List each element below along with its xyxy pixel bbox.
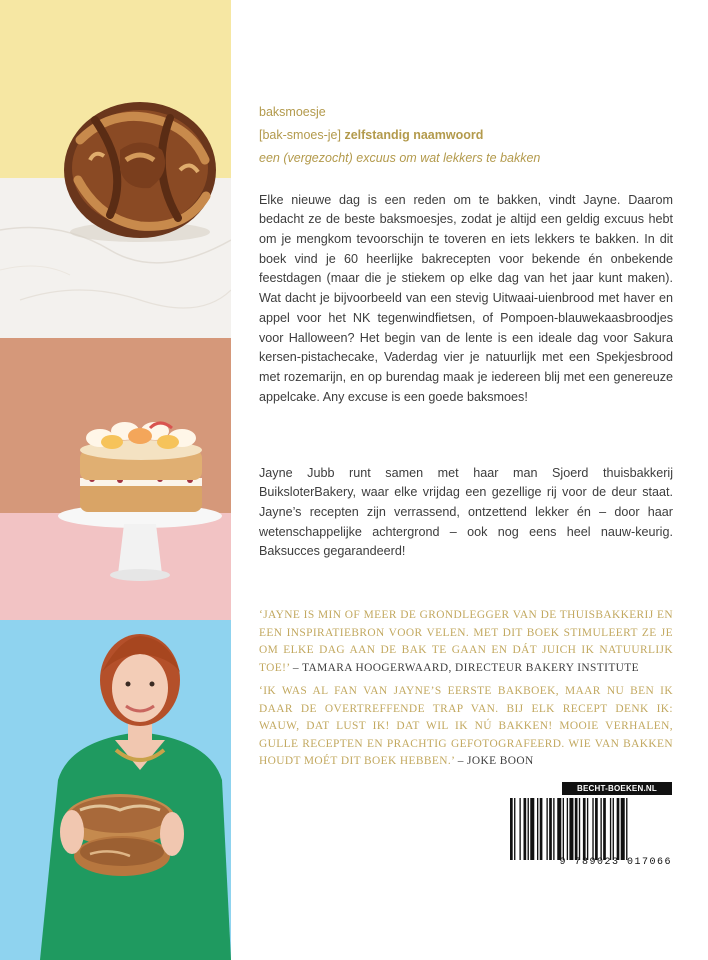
barcode-bar (595, 798, 598, 860)
barcode-image (508, 798, 672, 860)
barcode-bar (514, 798, 515, 860)
barcode-bar (603, 798, 606, 860)
barcode-bar (563, 798, 564, 860)
definition-meaning: een (vergezocht) excuus om wat lekkers te bakken (259, 151, 541, 165)
barcode-bar (587, 798, 588, 860)
barcode-bar (510, 798, 513, 860)
definition-pronunciation-line (259, 124, 689, 147)
definition-pronunciation: [bak-smoes-je] (259, 128, 341, 142)
barcode-bar (583, 798, 586, 860)
quote-attribution: – TAMARA HOOGERWAARD, DIRECTEUR BAKERY INSTITUTE (289, 661, 640, 674)
photo-column (0, 0, 231, 960)
barcode-bar (621, 798, 625, 860)
photo-layer-cake (0, 338, 231, 620)
review-quote-2 (259, 683, 673, 770)
isbn-number: 9 789023 017066 (559, 857, 672, 868)
word-definition (259, 101, 689, 170)
barcode-bar (557, 798, 561, 860)
definition-part-of-speech: zelfstandig naamwoord (344, 128, 484, 142)
back-cover-text (231, 0, 708, 960)
barcode-bar (617, 798, 620, 860)
quote-text: ‘JAYNE IS MIN OF MEER DE GRONDLEGGER VAN DE THUISBAKKERIJ EN EEN INSPIRATIEBRON VOOR VELEN. MET DIT BOEK STIMULEERT ZE JE OM ELKE DAG AAN DE BAK TE GAAN EN DÁT JUICH IK NATUURLIJK TOE!’ (259, 609, 673, 674)
barcode-bar (553, 798, 554, 860)
barcode-bar (530, 798, 534, 860)
barcode-bar (579, 798, 580, 860)
publisher-url: BECHT-BOEKEN.NL (562, 782, 672, 795)
description-paragraph-2: Jayne Jubb runt samen met haar man Sjoerd thuisbakkerij BuiksloterBakery, waar elke vrijdag een gezellige rij voor de deur staat. Jayne’s recepten zijn verrassend, ontzettend lekker én – door haar wetenschappelijke achtergrond – ook nog eens heel nauw-keurig. Baksucces gegarandeerd! (259, 465, 673, 559)
definition-word: baksmoesje (259, 105, 326, 119)
photo-author-portrait (0, 620, 231, 960)
barcode-bar (546, 798, 547, 860)
bread-loaves (60, 794, 184, 876)
barcode-bar (569, 798, 573, 860)
barcode-bar (549, 798, 552, 860)
photo-braided-bun (0, 0, 231, 338)
barcode-bar (613, 798, 614, 860)
quote-attribution: – JOKE BOON (454, 755, 534, 768)
barcode-bar (592, 798, 593, 860)
layer-cake (80, 422, 202, 512)
barcode-bar (600, 798, 601, 860)
barcode-bar (524, 798, 527, 860)
barcode-bar (519, 798, 520, 860)
barcode-bar (575, 798, 578, 860)
barcode-bar (567, 798, 568, 860)
description-paragraph-1: Elke nieuwe dag is een reden om te bakken, vindt Jayne. Daarom bedacht ze de beste baksmoesjes, zodat je altijd een geldig excuus hebt om je mengkom tevoorschijn te toveren en iets lekkers te bakken. In dit boek vind je 60 heerlijke bakrecepten voor bekende én onbekende feestdagen (maar die je stiekem op elke dag van het jaar kunt maken). Wat dacht je bijvoorbeeld van een stevig Uitwaai-uienbrood met haver en appel voor het NK tegenwindfietsen, of Pompoen-blauwekaasbroodjes voor Halloween? Het begin van de lente is een ideale dag voor Sakura kersen-pistachecake, Vaderdag vier je natuurlijk met een Spekjesbrood met rozemarijn, en op burendag maak je iedereen blij met een genereuze appelcake. Any excuse is een goede baksmoes! (259, 192, 673, 404)
barcode-bar (540, 798, 543, 860)
barcode-bar (537, 798, 538, 860)
braided-bun (64, 102, 216, 238)
barcode-bar (528, 798, 529, 860)
quote-text: ‘IK WAS AL FAN VAN JAYNE’S EERSTE BAKBOEK, MAAR NU BEN IK DAAR DE OVERTREFFENDE TRAP VAN. BIJ ELK RECEPT DENK IK: WAUW, DAT LUST IK! DAT WIL IK NÚ BAKKEN! MOOIE VERHALEN, GULLE RECEPTEN EN PRACHTIG GEFOTOGRAFEERD. WIE VAN BAKKEN HOUDT MOÉT DIT BOEK HEBBEN.’ (259, 685, 673, 768)
barcode-bar (610, 798, 611, 860)
barcode-block (508, 782, 672, 868)
review-quote-1 (259, 607, 673, 677)
barcode-bar (626, 798, 627, 860)
